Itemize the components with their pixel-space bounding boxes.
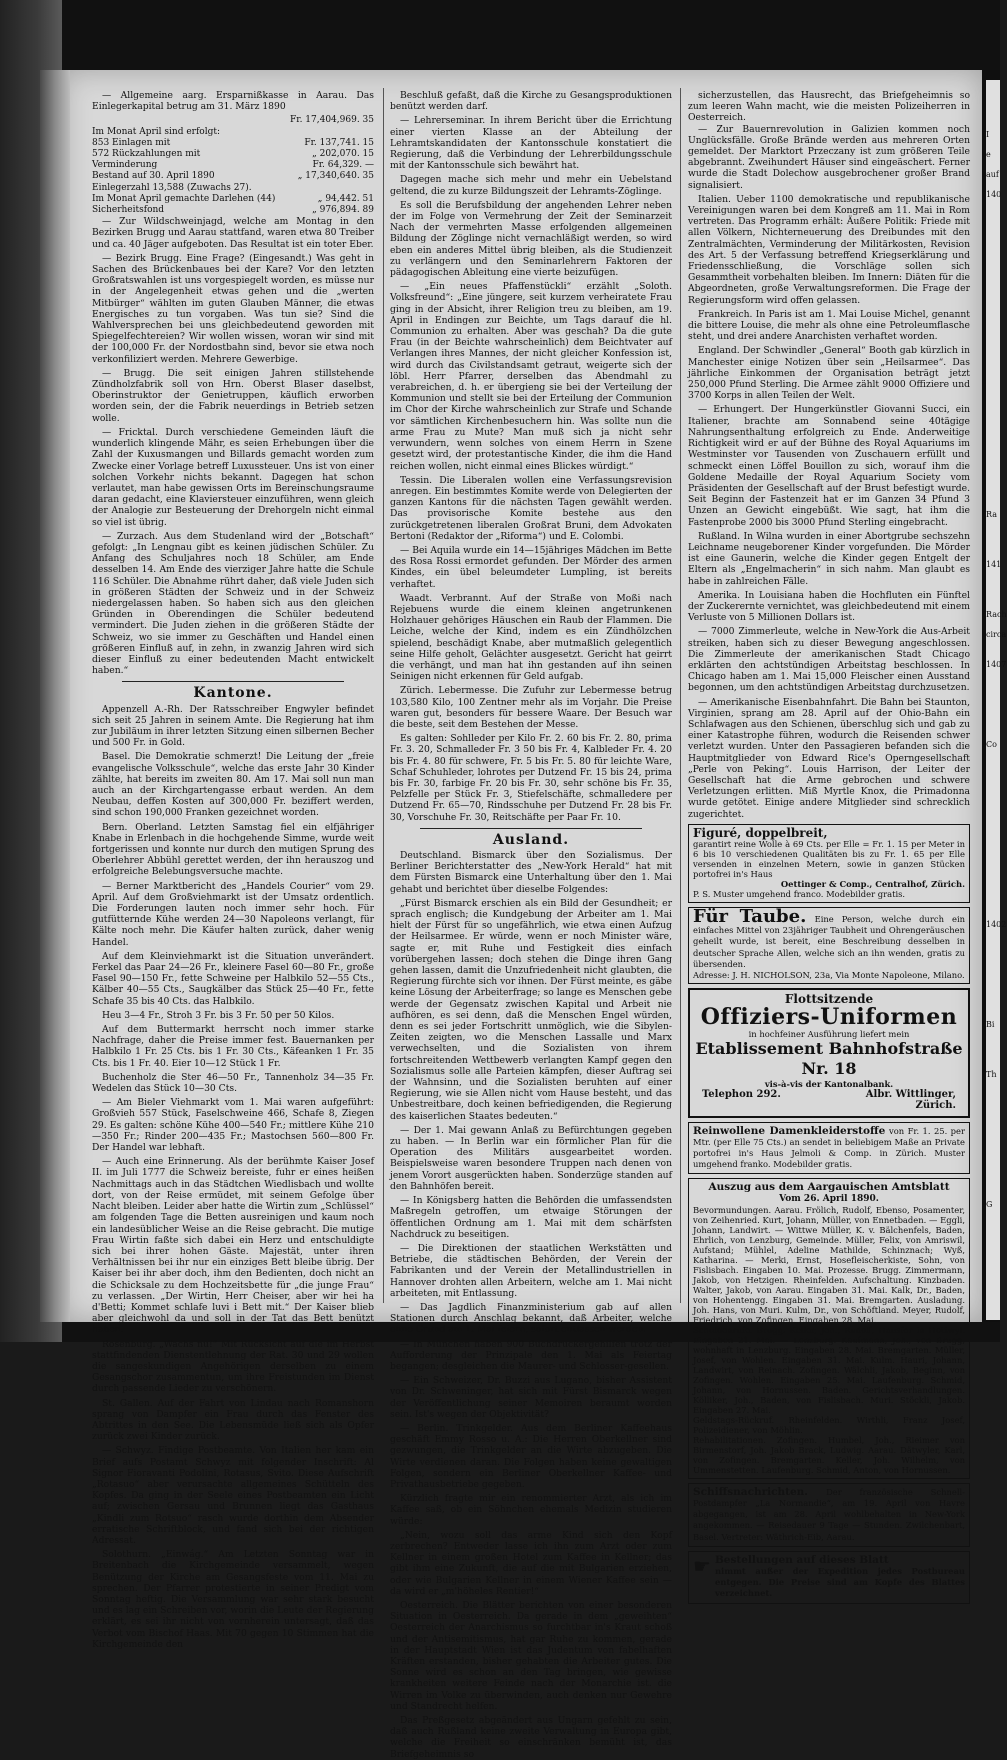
- article-koenigsberg: — In Königsberg hatten die Behörden die umfassendsten Maßregeln getroffen, um etwaige Störungen der öffentlichen Ordnung am 1. Mai mit dem schärfsten Nachdruck zu beseitigen.: [390, 1195, 672, 1240]
- bank-row: [92, 115, 374, 126]
- bank-row-value: Fr. 64,329. —: [312, 160, 374, 171]
- article-schweizer-buzzi: — Ein Schweizer, Dr. Buzzi aus Lugano, bisher Assistent von Dr. Schweninger, hat sich mit Fürst Bismarck wegen der Veröffentlichung seiner Memoiren beraumt worden sein. Ist's wegen der Objektivität?: [390, 1375, 672, 1420]
- article-zuendholz: — Brugg. Die seit einigen Jahren stillstehende Zündholzfabrik soll von Hrn. Oberst Blaser daselbst, Oberinstruktor der Genietruppen, käuflich erworben worden sein, der die Fabrik neuerdings in Betrieb setzen wolle.: [92, 367, 374, 424]
- article-bern: Bern. Oberland. Letzten Samstag fiel ein elfjähriger Knabe in Erlenbach in die hochgehende Simme, wurde weit fortgerissen und konnte nur durch den mutigen Sprung des Oberlehrer Abbühl gerettet werden, der ihn herauszog und erfolgreiche Belebungsversuche machte.: [92, 821, 374, 878]
- amtsblatt-title: Auszug aus dem Aargauischen Amtsblatt: [708, 1181, 950, 1194]
- article-erster-mai: — Der 1. Mai gewann Anlaß zu Befürchtungen gegeben zu haben. — In Berlin war ein förmlicher Plan für die Operation des Militärs ausgearbeitet worden. Beispielsweise waren besondere Truppen nach denen von jenem Vorort ausgerückten haben. Sonderzüge standen auf den Bahnhöfen bereit.: [390, 1124, 672, 1192]
- ad-taube-title: Für Taube.: [693, 906, 807, 927]
- bank-row-value: „ 94,442. 51: [317, 193, 374, 204]
- bank-intro: — Allgemeine aarg. Ersparnißkasse in Aarau. Das Einlegerkapital betrug am 31. März 1890: [92, 90, 374, 113]
- ad-offiziers-uniformen: [688, 988, 970, 1118]
- ad-uniform-subtitle: Etablissement Bahnhofstraße Nr. 18: [695, 1039, 963, 1079]
- amtsblatt-text-4: Rehabilitationen. Zofingen. Humbel, Joh., Rieimer von Birmenstorf, Joh. Jakob Brack, Ludwig. Aarau. Dätwyler, Karl, von Zofingen. Bremgarten. Keller, Joh. Wilhelm, von Ummenstetten. Laufenburg. Schmid, Anton, von Hornussen.: [693, 1434, 965, 1475]
- article-fricktal: — Fricktal. Durch verschiedene Gemeinden läuft die wunderlich klingende Mähr, es seien Erhebungen über die Zahl der Kuxusmangen und Billards gemacht worden zum Zwecke einer Vorlage betreff Luxussteuer. Uns ist von einer solchen Vorkehr nichts bekannt. Dagegen hat schon verlautet, man habe gewissen Orts im Bereinschungsraume daran gedacht, eine Klaviersteuer einzuführen, wenn gleich der Analogie zur Besteuerung der Drehorgeln nicht einmal so viel ist übrig.: [92, 426, 374, 528]
- article-pfaffenstueckli: — „Ein neues Pfaffenstückli“ erzählt „Soloth. Volksfreund“: „Eine jüngere, seit kurzem verheiratete Frau ging in der Absicht, ihrer Religion treu zu bleiben, am 19. April in Endingen zur Beichte, um Tags darauf die hl. Communion zu erhalten. Aber was geschah? Da die gute Frau (in der Beichte wahrscheinlich) dem Beichtvater auf Verlangen ihres Mannes, der nicht gleicher Konfession ist, wird durch das Civilstandsamt getraut, weigerte sich der löbl. Herr Pfarrer, derselben das Abendmahl zu verabreichen, d. h. er übergieng sie bei der Verteilung der Kommunion und stellt sie bei der Erteilung der Communion im Chor der Kirche wahrscheinlich zur Strafe und Schande vor sämtlichen Kirchenbesuchern hin. Was sollte nun die arme Frau zu Mute? Man muß sich ja nicht sehr verwundern, wenn solches von einem Herrn in Szene gesetzt wird, der protestantische Kinder, die ihm die Hand reichen wollen, nicht einmal eines Blickes würdigt.“: [390, 281, 672, 472]
- bank-row-value: [285, 127, 374, 138]
- article-berner-markt: — Berner Marktbericht des „Handels Courier“ vom 29. April. Auf dem Großviehmarkt ist der Umsatz ordentlich. Die Forderungen lauten noch immer sehr hoch. Für gutfütternde Kühe werden 24—30 Napoleons verlangt, für Kälte noch mehr. Die Käufer halten zurück, daher wenig Handel.: [92, 880, 374, 948]
- bank-table: [92, 115, 374, 216]
- article-heu: Heu 3—4 Fr., Stroh 3 Fr. bis 3 Fr. 50 per 50 Kilos.: [102, 1009, 335, 1021]
- article-tessin: Tessin. Die Liberalen wollen eine Verfassungsrevision anregen. Ein bestimmtes Komite werde von Delegierten der ganzen Kantons für die nächsten Tagen gewählt werden. Das provisorische Komite bestehe aus den zurückgetretenen liberalen Großrat Bruni, dem Advokaten Bertoni (Redaktor der „Riforma“) und E. Colombi.: [390, 474, 672, 542]
- ship-text: Der französische Schnell-Postdampfer „La Normandie“, am 19. April von Havre abgegangen, ist am 28. April wohlbehalten in New-York angekommen. — Reisedauer 9 Tage — Stunden. Zwilchenbart, Basel. Vertreter: Wäthrich-Eib, Aarau.: [693, 1486, 966, 1542]
- article-muenchen: — In München haben 900 Buchdruckergehilfen trotz der Aufforderung der Prinzipale den 1. Mai als Feiertag begangen; desgleichen die Maurer- und Schlosser-gesellen.: [390, 1338, 672, 1372]
- bank-row-label: Einlegerzahl 13,588 (Zuwachs 27).: [92, 182, 252, 193]
- column-1: [92, 90, 374, 1650]
- article-deutschland-bismarck: Deutschland. Bismarck über den Sozialismus. Der Berliner Berichterstatter des „New-York Herald“ hat mit dem Fürsten Bismarck eine Unterhaltung über den 1. Mai gehabt und berichtet über dieselbe Folgendes:: [390, 850, 672, 895]
- bank-row: [92, 127, 374, 138]
- section-heading-kantone: Kantone.: [193, 685, 273, 702]
- article-finanzministerium: — Das Jagdlich Finanzministerium gab auf allen Stationen durch Anschlag bekannt, daß Arbeiter, welche ohne Grund am 1. Mai feiern, sofort entlassen werden.: [390, 1301, 672, 1336]
- article-england: England. Der Schwindler „General“ Booth gab kürzlich in Manchester einige Notizen über sein „Heilsarmee“. Das jährliche Einkommen der Organisation beträgt jetzt 250,000 Pfund Sterling. Die Armee zählt 9000 Offiziere und 3700 Korps in allen Teilen der Welt.: [688, 345, 970, 402]
- section-heading-ausland: Ausland.: [492, 831, 570, 848]
- neighbor-page-text: e: [986, 150, 991, 159]
- neighbor-page-text: auf: [986, 170, 999, 179]
- neighbor-page-text: Rach: [986, 610, 1007, 619]
- article-eisenbahnfahrt: — Amerikanische Eisenbahnfahrt. Die Bahn bei Staunton, Virginien, sprang am 28. April auf der Ohio-Bahn ein Schlafwagen aus den Schienen, überschlug sich und gab zu einer Katastrophe führen, wodurch die Reisenden schwer verletzt wurden. Unter den Passagieren befanden sich die Hauptmitglieder von Edward Rice's Operngesellschaft „Perle von Peking“. Louis Harrison, der Leiter der Gesellschaft hat die Arme gebrochen und schwere Verletzungen erlitten. Miß Myrtle Knox, die Primadonna wurde getötet. Einige andere Mitglieder sind schrecklich zugerichtet.: [688, 696, 970, 820]
- ad-damen-title: Reinwollene Damenkleiderstoffe: [693, 1124, 886, 1137]
- ad-uniform-phone: Telephon 292.: [702, 1089, 781, 1101]
- article-italien: Italien. Ueber 1100 demokratische und republikanische Vereinigungen waren bei dem Kongreß am 11. Mai in Rom vertreten. Das Programm erhält: Äußere Politik: Friede mit allen Völkern, Nichterneuerung des Dreibundes mit den Zentralmächten, Verminderung der Militärkosten, Revision des Art. 5 der Verfassung betreffend Kriegserklärung und Friedensschließung, die Vorschläge sollen sich Gesammtheit vorbehalten bleiben. Im Innern: Diäten für die Abgeordneten, große Verwaltungsreformen. Die Frage der Regierungsform wird offen gelassen.: [688, 193, 970, 306]
- neighbor-page-text: I: [986, 130, 990, 139]
- article-basel: Basel. Die Demokratie schmerzt! Die Leitung der „freie evangelische Volksschule“, welche das erste Jahr 30 Kinder zählte, hat bereits im zweiten 80. Am 17. Mai soll nun man auch an der Kirchgartengasse erbaut werden. An dem Neubau, deffen Kosten auf 300,000 Fr. beziffert werden, sind schon 190,000 Franken gezeichnet worden.: [92, 751, 374, 819]
- article-biel: — Am Bieler Viehmarkt vom 1. Mai waren aufgeführt: Großvieh 557 Stück, Faselschweine 466, Schafe 8, Ziegen 29. Es galten: schöne Kühe 400—540 Fr.; mittlere Kühe 210—350 Fr.; Rinder 200—435 Fr.; Mastochsen 560—800 Fr. Der Handel war lebhaft.: [92, 1097, 374, 1154]
- bank-row: [92, 183, 374, 194]
- article-st-gallen: St. Gallen. Auf der Fahrt von Lindau nach Romanshorn sprang von Dampfer ein Frau durch das Fenster des Abtrittes in den See. Die Lebensmüde ließ sich als Opfer zurück zwei Kinder zurück.: [92, 1397, 374, 1443]
- article-arzt-quote: „Nein, wozu soll das arme Kind sich den Kopf zerbrechen? Entweder lasse ich ihn zum Arzt oder zum Kellner in einem großen Hotel zum Kaffee in Kellner; das gibt ihm eine Zukunft, die auf die mit Bulgarien erziehen, oder wie Bulgarien Kellner in einem Wiener Kaffee sein — da wird er „m'höheles Rentier!“: [390, 1529, 672, 1597]
- article-rosenburg: Rosenburg. „Wachs nu!“ Mit Rücksicht auf die im Herbst stattfindenden Dienstentlehnung der Rat. 30 und 29 wollen die sangeskundigen Angehörigen derselben zu einem Gesangschor zusammentun, um ihre Freistunden im Dienst durch passende Lieder zu verschönern.: [92, 1338, 374, 1395]
- ad-uniform-line2: in hochfeiner Ausführung liefert mein: [748, 1029, 910, 1040]
- article-hannover: — Die Direktionen der staatlichen Werkstätten und Betriebe, die städtischen Behörden, der Verein der Fabrikanten und der Verein der Metallindustriellen in Hannover drohten allen Arbeitern, welche am 1. Mai nicht arbeiteten, mit Entlassung.: [390, 1242, 672, 1299]
- ad-uniform-city: Zürich.: [915, 1100, 956, 1112]
- amtsblatt-text-1: Bevormundungen. Aarau. Frölich, Rudolf, Ebenso, Posamenter, von Zeihenried. Kurt, Johann, Müller, von Ennetbaden. — Eggli, Johann, Landwirt. — Wittwe Müller, K. v. Bälchenfels, Baden, Ehrlich, von Lenzburg, Gemeinde. Müller, Felix, von Amriswil, Aufstand; Mühlel, Adeline Mathilde, Schinznach; Wyß, Katharina. — Merki, Ernst, Hosefleischerkiste, Sohn, von Fislisbach. Eingaben 10. Mai. Prozesse. Brugg. Zimmermann, Jakob, von Hetzigen. Rheinfelden. Aufschaltung. Kinzbaden. Walter, Jakob, von Aarau. Eingaben 31. Mai. Kalk, Dr., Baden, von Hohentengg. Eingaben 31. Mai. Bremgarten. Ausladung. Joh. Hans, von Muri. Kulm, Dr., von Schöftland. Meyer, Rudolf, Friedrich, von Zofingen. Eingaben 28. Mai.: [693, 1204, 965, 1325]
- bank-row-label: Im Monat April gemachte Darlehen (44): [92, 193, 276, 204]
- bank-row-value: Fr. 17,404,969. 35: [290, 115, 374, 126]
- ad-figure-firm: Oettinger & Comp., Centralhof, Zürich.: [780, 879, 965, 889]
- ship-title: Schiffsnachrichten.: [693, 1485, 808, 1498]
- bank-row-label: Sicherheitsfond: [92, 205, 165, 216]
- article-briefgeheimnis: sicherzustellen, das Hausrecht, das Briefgeheimnis so zum leeren Wahn macht, wie die meisten Polizeiherren in Oesterreich.: [688, 90, 970, 124]
- article-waadt: Waadt. Verbrannt. Auf der Straße von Moßi nach Rejebuens wurde die einem kleinen angetrunkenen Holzhauer gehöriges Häuschen ein Raub der Flammen. Die Leiche, welche der Kind, indem es ein Zündhölzchen spielend, beschädigt Knabe, aber mutmaßlich gelegentlich seine Hilfe geholt, Gelächter ausgesetzt. Gericht hat geirrt die verhängt, und man hat ihn gestanden auf ihn seinen Seinigen nicht erkennen für Geld aufgab.: [390, 592, 672, 683]
- article-zimmerleute: — 7000 Zimmerleute, welche in New-York die Aus-Arbeit streiken, haben sich zu dieser Bewegung angeschlossen. Die Zimmerleute der amerikanischen Stadt Chicago erklärten den achtstündigen Arbeitstag beschlossen. In Chicago haben am 1. Mai 15,000 Fleischer einen Ausstand begonnen, um den achtstündigen Arbeitstag durchzusetzen.: [688, 626, 970, 694]
- article-zuerich-ledermesse: Zürich. Lebermesse. Die Zufuhr zur Lebermesse betrug 103,580 Kilo, 100 Zentner mehr als im Vorjahr. Die Preise waren gut, besonders für bessere Waare. Der Besuch war die beste, seit dem Bestehen der Messe.: [390, 685, 672, 730]
- amtsblatt-date: Vom 26. April 1890.: [779, 1193, 879, 1204]
- article-wildschwein: — Zur Wildschweinjagd, welche am Montag in den Bezirken Brugg und Aarau stattfand, waren etwa 80 Treiber und ca. 40 Jäger aufgeboten. Das Resultat ist ein toter Eber.: [92, 216, 374, 250]
- article-trinkgelder: — Berlin. Trinkgelder. Aus dem Berliner Kaffeehaus geschäft Emmy Rosso u. A.: Die Herren Oberkellner sind gezwungen, die Trinkgelder an die Wirte abzugeben. Die Wirte verdienen daran. Die Folgen haben keine gewaltigen Folgen, sondern ein Berliner Oberkellner Kaffee- und Privathausbetriebe gegeben.: [390, 1422, 672, 1490]
- article-kleinvieh: Auf dem Kleinviehmarkt ist die Situation unverändert. Ferkel das Paar 24—26 Fr., kleinere Fasel 60—80 Fr., große Fasel 90—150 Fr., fette Schweine per Halbkilo 52—55 Cts., Kälber 40—55 Cts., Saugkälber das Stück 25—40 Fr., fette Schafe 35 bis 40 Cts. das Halbkilo.: [92, 950, 374, 1007]
- neighbor-page-text: circa: [986, 630, 1007, 639]
- ad-figure-title: Figuré, doppelbreit,: [693, 825, 828, 840]
- article-solothurn: Solothurn. „Einwág.“ Am Letzten Sonntag war in Breitenbach die Kirchgemeinde versammelt, wegen Benützung der Kirche am Gesangsfeste vom 11. Mai zu sprechen. Der Pfarrer protestierte in seiner Predigt vom Sonntag heftig. Die Versammlung war sehr stark besucht und es lag ein Schreiben vor, worin die Leute der Regierung erklärt, es sei ihr nicht von vornherein untersagt, daß das Verbot vom Bischof Haas. Mit 70 gegen 10 Stimmen hat die Kirchgemeinde den: [92, 1549, 374, 1650]
- bank-row-label: Bestand auf 30. April 1890: [92, 171, 215, 182]
- section-divider: [420, 828, 642, 829]
- ad-taube-address: Adresse: J. H. NICHOLSON, 23a, Via Monte Napoleone, Milano.: [693, 970, 965, 981]
- ad-fuer-taube: [688, 907, 970, 984]
- bank-row-value: Fr. 137,741. 15: [304, 137, 374, 148]
- section-divider: [122, 681, 344, 682]
- article-holz: Buchenholz die Ster 46—50 Fr., Tannenholz 34—35 Fr. Wedelen das Stück 10—30 Cts.: [92, 1071, 374, 1095]
- amtsblatt-text-3: Geldstags-Rückruf. Rheinfelden. Wirthli, Franz Josef, Polizeidiener, von Möhlin.: [693, 1414, 965, 1435]
- ad-taube-text: Eine Person, welche durch ein einfaches Mittel von 23jähriger Taubheit und Ohrengeräuschen geheilt wurde, ist bereit, eine Beschreibung desselben in deutscher Sprache Allen, welche sich an ihn wenden, gratis zu übersenden.: [693, 914, 966, 969]
- bestellungen-box: [688, 1551, 970, 1604]
- bank-row-value: „ 202,070. 15: [312, 149, 374, 160]
- neighbor-page-text: Ra: [986, 510, 997, 519]
- article-berufsbildung: Es soll die Berufsbildung der angehenden Lehrer neben der im Folge von Vermehrung der Zeit der Seminarzeit Nach der vermehrten Masse erfolgenden allgemeinen Bildung der Zöglinge nicht vernachläßigt werden, so wird eben ein anderes Mittel übrig bleiben, als die Studienzeit zu verlängern und den Seminarlehrern Faktoren der pädagogischen Ableitung eine vierte beizufügen.: [390, 199, 672, 279]
- article-lederpreise: Es galten: Sohlleder per Kilo Fr. 2. 60 bis Fr. 2. 80, prima Fr. 3. 20, Schmalleder Fr. 3 50 bis Fr. 4, Kalbleder Fr. 4. 20 bis Fr. 4. 80 für schwere, Fr. 5 bis Fr. 5. 80 für leichte Ware, Schaf Schuhleder, lohrotes per Dutzend Fr. 15 bis 24, prima bis Fr. 30, farbige Fr. 20 bis Fr. 30, sehr schöne bis Fr. 35, Pelzfelle per Stück Fr. 3, Stiefelschäfte, schmalledere per Dutzend Fr. 65—70, Rindsschuhe per Dutzend Fr. 28 bis Fr. 30, Vorschuhe Fr. 30, Reitschäfte per Paar Fr. 10.: [390, 733, 672, 823]
- bank-row: [92, 160, 374, 171]
- ad-uniform-firm: Albr. Wittlinger,: [865, 1089, 956, 1101]
- neighbor-page-text: G: [986, 1200, 993, 1209]
- article-appenzell: Appenzell A.-Rh. Der Ratsschreiber Engwyler befindet sich seit 25 Jahren in seinem Amte. Die Regierung hat ihm zur Jubiläum in ihrer letzten Sitzung einen silbernen Becher und 500 Fr. in Gold.: [92, 703, 374, 749]
- bank-row-label: Verminderung: [92, 160, 158, 171]
- article-erhungert: — Erhungert. Der Hungerkünstler Giovanni Succi, ein Italiener, brachte am Sonnabend seine 40tägige Nahrungsenthaltung erfolgreich zu Ende. Anderweitige Richtigkeit wird er auf der Bühne des Royal Aquariums im Westminster vor Tausenden von Zuschauern erfüllt und schmeckt einen Löffel Bouillon zu sich, worauf ihm die Goldene Medaille der Royal Aquarium Society vom Präsidenten der Gesellschaft auf der Brust befestigt wurde. Seit Beginn der Fastenzeit hat er im Ganzen 34 Pfund 3 Unzen an Gewicht eingebüßt. Wie sagt, hat ihm die Fastenprobe 2000 bis 3000 Pfund Sterling eingebracht.: [688, 404, 970, 528]
- ad-damenkleiderstoffe: [688, 1122, 970, 1175]
- bank-row: [92, 205, 374, 216]
- neighbor-page-text: 1402: [986, 920, 1007, 929]
- bank-row: [92, 138, 374, 149]
- bank-row-label: [92, 115, 285, 126]
- bank-row-label: 572 Rückzahlungen mit: [92, 149, 201, 160]
- article-bismarck-quote: „Fürst Bismarck erschien als ein Bild der Gesundheit; er sprach englisch; die Kundgebung der Arbeiter am 1. Mai hielt der Fürst für so ungefährlich, wie etwa einen Aufzug der Heilsarmee. Er würde, wenn er noch Minister wäre, sagte er, mit Ruhe und Festigkeit dies einfach vorübergehen lassen; doch stehen die Dinge ihren Gang gehen lassen, damit die Unzufriedenheit nicht glaubten, die Regierung fürchte sich vor ihnen. Der Fürst meinte, es gäbe keine Lösung der Arbeiterfrage; so lange es Menschen gebe werde der Gegensatz zwischen Kapital und Arbeit nie aufhören, es sei denn, daß die Menschen Engel würden, denn es sei jeder Fortschritt unmöglich, wie die Sibylen-Zeiten zeigten, wo die Menschen Lassalle und Marx verwechselten, und die Sozialisten von ihrem fortschreitenden Wettbewerb verlangten Kampf gegen den Sozialismus solle alle Parteien kämpfen, dieser Auftrag sei der Wahnsinn, und die Sozialisten beruhten auf einer Regierung, wie sie Allen nicht vom Hause besteht, und das Unbestreitbare, doch keinen befriedigenden, die Regierung des kaiserlichen Staates bedeuten.“: [390, 897, 672, 1122]
- schiffsnachrichten-box: [688, 1483, 970, 1547]
- ad-damen-text: von Fr. 1. 25. per Mtr. (per Elle 75 Cts.) an sendet in beliebigem Maße an Private portofrei in's Haus Jelmoli & Comp. in Zürich. Muster umgehend franko. Modebilder gratis.: [693, 1125, 965, 1170]
- article-amerika: Amerika. In Louisiana haben die Hochfluten ein Fünftel der Zuckerernte vernichtet, was gleichbedeutend mit einem Verluste von 5 Millionen Dollars ist.: [688, 589, 970, 624]
- amtsblatt-box: [688, 1178, 970, 1478]
- pointing-hand-icon: ☛: [693, 1553, 711, 1578]
- bank-row-value: „ 17,340,640. 35: [297, 171, 374, 182]
- neighbor-page-text: 140: [986, 190, 1002, 199]
- article-arzt: Kürzlich fragte mir ein renommierter Arzt, als ich im Kaffee saß, ob ein Söhnchen ehemals Medizin studieren würde:: [390, 1493, 672, 1527]
- bank-row-label: Im Monat April sind erfolgt:: [92, 126, 220, 137]
- article-zurzach: — Zurzach. Aus dem Studenland wird der „Botschaft“ gefolgt: „In Lengnau gibt es keinen jüdischen Schüler. Zu Anfang des Schuljahres noch 18 Schüler, am Ende desselben 14. Am Ende des vierziger Jahre hatte die Schule 116 Schüler. Die Abnahme rührt daher, daß viele Juden sich in größeren Städten der Schweiz und in der Schweiz niedergelassen haben. So haben sich aus den gleichen Gründen in Oberendingen die Schüler bedeutend vermindert. Die Juden ziehen in die größeren Städte der Schweiz, wo sie immer zu Geschäften und Handel einen größeren Einfluß auf, in zehn, in zwanzig Jahren wird sich dieser Einfluß zu einer bedeutenden Macht entwickelt haben.“: [92, 530, 374, 677]
- ad-uniform-line3: vis-à-vis der Kantonalbank.: [764, 1079, 894, 1090]
- column-3: [688, 90, 970, 1599]
- ad-figure-wolle: [688, 824, 970, 903]
- article-erinnerung: — Auch eine Erinnerung. Als der berühmte Kaiser Josef II. im Juli 1777 die Schweiz bereiste, fuhr er eines heißen Nachmittags auch in das Städtchen Wiedlisbach und wollte dort, von der Reise ermüdet, mit seinem Gefolge über Nacht bleiben. Leider aber hatte die Wirtin zum „Schlüssel“ am folgenden Tage die Betten ausreinigen und kaum noch ein landesüblicher Weise an die Reise gebracht. Die mutige Frau Wirtin faßte sich dabei ein Herz und entschuldigte sich bei ihrer hohen Gäste. Majestät, unter ihren Verhältnissen bei ihr nur ein einziges Bett bleibe übrig. Der Kaiser bei ihr aber doch, ihm den Bedienten, doch nicht an die Schicksale zu dem Hochzeitsbette für „die junge Frau“ zu verlassen. „Der Wirtin, Herr Cheiser, aber wir hei ha d'Betti; Kommet schlafe luvi i Bett mit.“ Der Kaiser blieb aber gleichwohl da und soll in der Tat das Bett benützt haben.: [92, 1156, 374, 1336]
- bank-row-value: [285, 183, 374, 194]
- neighbor-page-text: Bi: [986, 1020, 995, 1029]
- column-rule-2: [680, 88, 681, 1303]
- article-aquila: — Bei Aquila wurde ein 14—15jähriges Mädchen im Bette des Rosa Rossi ermordet gefunden. Der Mörder des armen Kindes, ein übel beleumdeter Lumpling, ist bereits verhaftet.: [390, 544, 672, 590]
- neighbor-page-fragment: [986, 80, 1007, 1320]
- order-title: Bestellungen auf dieses Blatt: [714, 1553, 889, 1566]
- article-bildungszeit: Dagegen mache sich mehr und mehr ein Uebelstand geltend, die zu kurze Bildungszeit der Lehramts-Zöglinge.: [390, 174, 672, 197]
- bank-row-label: 853 Einlagen mit: [92, 137, 171, 148]
- bank-row: [92, 171, 374, 182]
- article-russland: Rußland. In Wilna wurden in einer Abortgrube sechszehn Leichname neugeborener Kinder vorgefunden. Die Mörder ist eine Gaunerin, welche die Kinder gegen Entgelt der Eltern als „Engelmacherin“ in sich nahm. Man glaubt es habe in zahlreichen Fälle.: [688, 530, 970, 587]
- article-schwyz: — Schwyz. Findige Postbeamte. Von Italien her kam ein Brief aufs Postamt Schwyz mit folgender Inschrift: Al Signor Fioravanti Podolini, Rotasus, Svito. Diese Aufschrift „Rotasuo“ aber verursachte allgemeines Schütteln des Kopfes. Da ging in der Seele eines Postbeamten ein Licht auf; zwischen Gersau und Brunnen liegt das Gasthaus „Kindli zum Rotsuo“ rasch wurde dorthin dem Absender erratische Schriftblock, und fand sich bei der richtigen Adressat.: [92, 1445, 374, 1546]
- article-brugg-frage: — Bezirk Brugg. Eine Frage? (Eingesandt.) Was geht in Sachen des Brückenbaues bei der Kare? Vor den letzten Großratswahlen ist uns vorgespiegelt worden, es müsse nur in der Angelegenheit etwas gehen und die „werten Mitbürger“ wählten im guten Glauben Männer, die etwas Energisches zu tun vorgaben. Was tun sie? Sind die Wahlversprechen bei uns gleichbedeutend geworden mit Spiegelfechtereien? Wir wollen wissen, woran wir sind mit der 100,000 Fr. der Nordostbahn sind, bevor sie etwa noch verkonfiliziert werden. Mehrere Gewerbige.: [92, 252, 374, 365]
- neighbor-page-text: 141: [986, 560, 1002, 569]
- neighbor-page-text: Co: [986, 740, 997, 749]
- column-2: [390, 90, 672, 1760]
- bank-row: [92, 149, 374, 160]
- neighbor-page-text: Th: [986, 1070, 997, 1079]
- neighbor-page-text: 1407: [986, 660, 1007, 669]
- article-galizien: — Zur Bauernrevolution in Galizien kommen noch Unglücksfälle. Große Brände werden aus mehreren Orten gemeldet. Der Marktort Przeczany ist zum größeren Teile abgebrannt. Zweihundert Häuser sind eingeäschert. Ferner wurde die Stadt Dolechow ausgebrochener großer Brand signalisiert.: [688, 123, 970, 191]
- bank-row-value: „ 976,894. 89: [312, 205, 374, 216]
- ad-figure-ps: P. S. Muster umgehend franco. Modebilder gratis.: [693, 889, 906, 899]
- article-kirche-beschluss: Beschluß gefaßt, daß die Kirche zu Gesangsproduktionen benützt werden darf.: [390, 90, 672, 113]
- article-frankreich: Frankreich. In Paris ist am 1. Mai Louise Michel, genannt die bittere Louise, die mehr als ohne eine Petroleumflasche steht, und drei andere Anarchisten verhaftet worden.: [688, 308, 970, 343]
- article-pressgesetz: Das Preßgesetz abgeändert aus Ungarn gefehlt zu sein, daß auch Rußland keine zweite Verwaltung in Europa gibt, welche die Freiheit so einschränken bemüht ist, das Briefgeheimnis so: [390, 1715, 672, 1760]
- ad-figure-text: garantirt reine Wolle à 69 Cts. per Elle = Fr. 1. 15 per Meter in 6 bis 10 verschiedenen Qualitäten bis zu Fr. 1. 65 per Elle versenden in einzelnen Metern, sowie in ganzen Stücken portofrei in's Haus: [693, 839, 965, 879]
- page-spine-shadow: [40, 70, 70, 1322]
- column-rule-1: [383, 88, 384, 1303]
- order-text: nimmt außer der Expedition jedes Postbureau entgegen. Die Preise sind am Kopfe des Blattes verzeichnet.: [714, 1566, 965, 1599]
- article-butter: Auf dem Buttermarkt herrscht noch immer starke Nachfrage, daher die Preise immer fest. Bauernanken per Halbkilo 1 Fr. 25 Cts. bis 1 Fr. 30 Cts., Käfeanken 1 Fr. 35 Cts. bis 1 Fr. 40. Eier 10—12 Stück 1 Fr.: [92, 1024, 374, 1069]
- article-lehrerseminar: — Lehrerseminar. In ihrem Bericht über die Errichtung einer vierten Klasse an der Abteilung der Lehramtskandidaten der Kantonsschule konstatiert die Regierung, daß die Verbindung der Lehrerbildungsschule mit der Kantonsschule sich bewährt hat.: [390, 115, 672, 172]
- amtsblatt-text-2: Schuldenrufe. Brugg. Keller, Joh., Rudolf, Hausfer in Hottwyl. Eingaben 21. Mai. — Lenzburg. Kaufmann, Joh., von Brugg, wohnhaft in Lenzburg. Eingaben 28. Mai. Bremgarten. Müller, Josef, von Wohlen. Eingaben 31. Mai. Kulm. Hauri, Johann, Landwirt, von Reinach. Zofingen. Wälchli, Jakob, Beginn, von Zofingen. Wohlen. Eingaben 25. Mai. Laufenburg. Schmid, Johann, von Hornussen. Baden. Gerichtsverhandlungen. Kölliker, Joh., Baden, von Fislisbach. Muri. Stöckli, Jakob. Eingaben 27. Mai.: [693, 1324, 965, 1415]
- bank-row: [92, 194, 374, 205]
- ad-uniform-line1: Flottsitzende: [784, 992, 874, 1007]
- article-oesterreich: Oesterreich. Die Blätter berichten von einer besonderen Situation in Oesterreich. Da gerade in dem „geweihten“ Oesterreich der Anarchismus so furchtbar in's Kraut schoß und der Antisemitismus, hat gar Ruhe zu kommen, gerade in der Hauptstadt Wien ist das Judentum von fabelhaften Kräften erstanden, bisher gehabten die Arbeiter gutes. Die Sonne wird es schon an den Tag bringen, wie gewisse krankheiten weitere Feinde nach der Monarchie ist. die Wirren im Volke zu überwinden, auch denken nur Gewehre und Standrecht helfen.: [390, 1600, 672, 1712]
- ad-uniform-title: Offiziers-Uniformen: [700, 1004, 958, 1031]
